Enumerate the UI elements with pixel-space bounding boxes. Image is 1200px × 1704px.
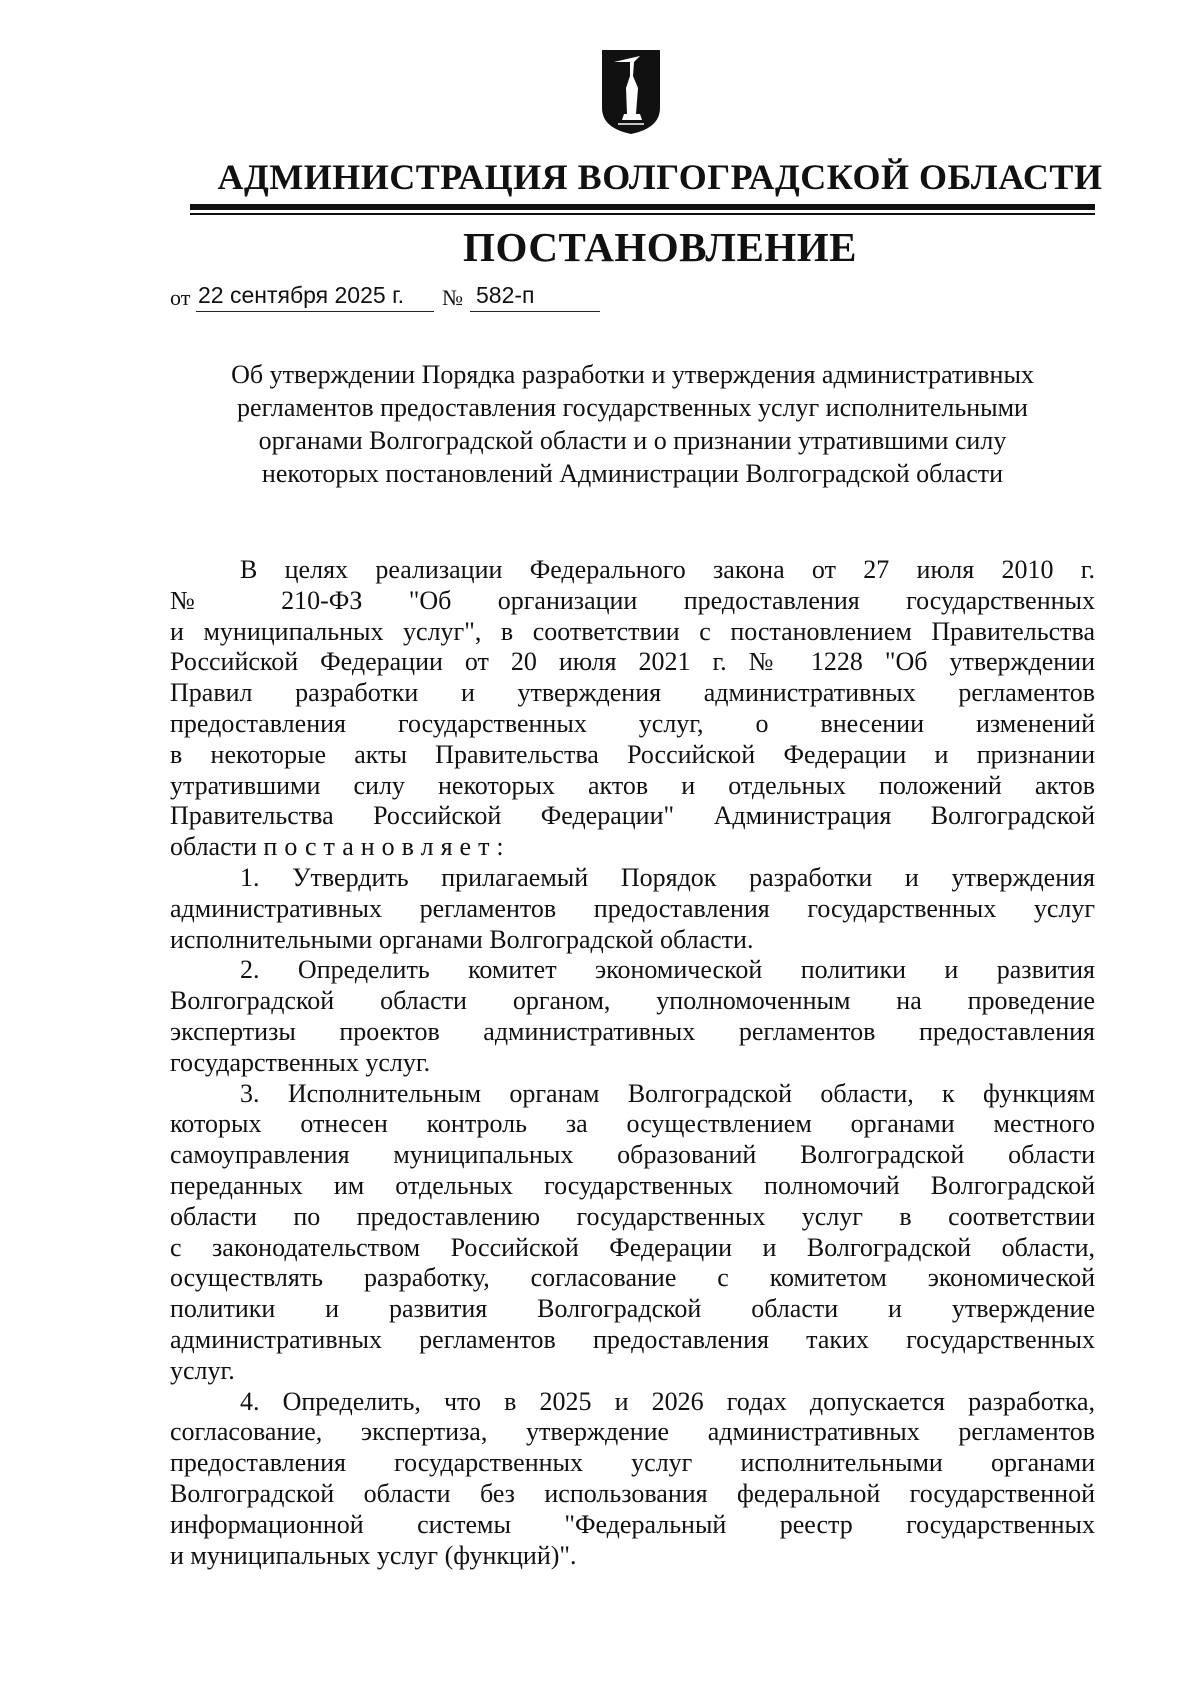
- item-2-line: экспертизы проектов административных регламентов предоставления: [170, 1016, 1095, 1046]
- preamble-line: и муниципальных услуг", в соответствии с постановлением Правительства: [170, 616, 1095, 646]
- item-1-line: административных регламентов предоставления государственных услуг: [170, 893, 1095, 923]
- number-underline: [470, 311, 600, 312]
- title-line: регламентов предоставления государственных услуг исполнительными: [237, 393, 1028, 422]
- item-3-line: административных регламентов предоставления таких государственных: [170, 1324, 1095, 1354]
- number-label: №: [442, 285, 463, 310]
- preamble-line: Российской Федерации от 20 июля 2021 г. № 1228 "Об утверждении: [170, 647, 1095, 677]
- item-3-line: 3. Исполнительным органам Волгоградской области, к функциям: [240, 1078, 1095, 1108]
- item-3-line: переданных им отдельных государственных полномочий Волгоградской: [170, 1170, 1095, 1200]
- item-2-line: государственных услуг.: [170, 1047, 431, 1077]
- preamble-line: Правительства Российской Федерации" Администрация Волгоградской: [170, 801, 1095, 831]
- header-rule-thin: [190, 213, 1095, 215]
- item-3-line: области по предоставлению государственных услуг в соответствии: [170, 1201, 1095, 1231]
- item-3-line: услуг.: [170, 1355, 235, 1385]
- item-4-line: и муниципальных услуг (функций)".: [170, 1540, 577, 1570]
- preamble-line: в некоторые акты Правительства Российской Федерации и признании: [170, 739, 1095, 769]
- item-3-line: политики и развития Волгоградской области и утверждение: [170, 1294, 1095, 1324]
- item-4-line: согласование, экспертиза, утверждение административных регламентов: [170, 1417, 1095, 1447]
- decree-word: постановляет:: [263, 832, 511, 862]
- preamble-line: Правил разработки и утверждения административных регламентов: [170, 678, 1095, 708]
- item-2-line: 2. Определить комитет экономической политики и развития: [240, 955, 1095, 985]
- preamble-tail: области: [170, 832, 257, 862]
- item-4-line: Волгоградской области без использования федеральной государственной: [170, 1478, 1095, 1508]
- item-2-line: Волгоградской области органом, уполномоченным на проведение: [170, 986, 1095, 1016]
- preamble-line: предоставления государственных услуг, о внесении изменений: [170, 708, 1095, 738]
- date-underline: [196, 311, 434, 312]
- item-4-line: предоставления государственных услуг исполнительными органами: [170, 1448, 1095, 1478]
- document-date: 22 сентября 2025 г.: [198, 282, 405, 308]
- item-1-line: исполнительными органами Волгоградской области.: [170, 924, 754, 954]
- title-line: некоторых постановлений Администрации Волгоградской области: [261, 459, 1004, 488]
- item-4-line: информационной системы "Федеральный реестр государственных: [170, 1509, 1095, 1539]
- document-title: [170, 358, 1095, 490]
- date-from-label: от: [170, 285, 191, 310]
- preamble-line: [170, 832, 1095, 863]
- agency-name: АДМИНИСТРАЦИЯ ВОЛГОГРАДСКОЙ ОБЛАСТИ: [217, 157, 1103, 197]
- preamble-line: утратившими силу некоторых актов и отдельных положений актов: [170, 770, 1095, 800]
- item-3-line: самоуправления муниципальных образований Волгоградской области: [170, 1140, 1095, 1170]
- document-body: [170, 555, 1095, 1571]
- document-type: ПОСТАНОВЛЕНИЕ: [463, 224, 857, 270]
- header-rule-thick: [190, 204, 1095, 210]
- item-4-line: 4. Определить, что в 2025 и 2026 годах допускается разработка,: [240, 1386, 1095, 1416]
- title-line: Об утверждении Порядка разработки и утверждения административных: [231, 360, 1034, 389]
- document-number: 582-п: [476, 282, 535, 308]
- volgograd-coat-of-arms-icon: [600, 48, 662, 136]
- item-3-line: с законодательством Российской Федерации и Волгоградской области,: [170, 1232, 1095, 1262]
- title-line: органами Волгоградской области и о признании утратившими силу: [258, 426, 1007, 455]
- item-3-line: которых отнесен контроль за осуществлением органами местного: [170, 1109, 1095, 1139]
- preamble-line: № 210-ФЗ "Об организации предоставления государственных: [170, 585, 1095, 615]
- dateline: [170, 279, 690, 315]
- item-3-line: осуществлять разработку, согласование с комитетом экономической: [170, 1263, 1095, 1293]
- item-1-line: 1. Утвердить прилагаемый Порядок разработки и утверждения: [240, 862, 1095, 892]
- preamble-line: В целях реализации Федерального закона от 27 июля 2010 г.: [240, 555, 1095, 584]
